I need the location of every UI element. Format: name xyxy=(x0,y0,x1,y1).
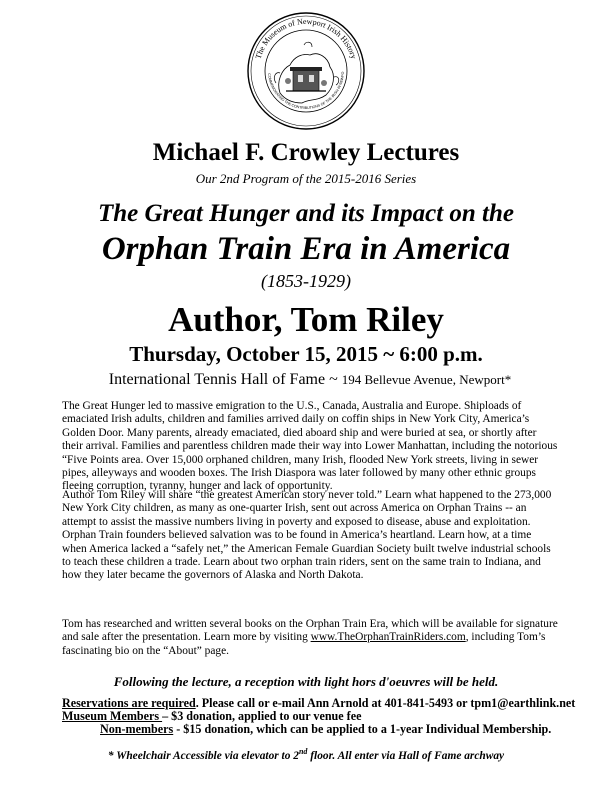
paragraph-line: Tom has researched and written several books on the Orphan Train Era, which will be available for signature xyxy=(62,618,558,630)
access-superscript: nd xyxy=(298,747,308,756)
paragraph-text: , including Tom’s xyxy=(465,631,546,644)
paragraph-line: pipes, alleyways and wooden boxes. The Irish Diaspora was later followed by many other ethnic groups xyxy=(62,467,536,480)
paragraph-line: their arrival. Families and parentless children made their way into Lower Manhattan, including the notorious xyxy=(62,440,558,453)
orphan-train-riders-link[interactable]: www.TheOrphanTrainRiders.com xyxy=(310,631,466,644)
paragraph-line: how they later became the governors of Alaska and North Dakota. xyxy=(62,569,364,582)
paragraph-line: “Five Points area. Over 15,000 orphaned children, many Irish, flooded New York streets, living in sewer xyxy=(62,453,539,466)
accessibility-note xyxy=(0,747,612,762)
body-paragraph-3 xyxy=(62,618,574,658)
body-paragraph-1 xyxy=(62,400,574,494)
paragraph-line: Golden Door. Many parents, already emaciated, died aboard ship and were buried at sea, or shortly after xyxy=(62,426,537,439)
access-text: * Wheelchair Accessible via elevator to 2 xyxy=(107,749,299,762)
reception-note: Following the lecture, a reception with light hors d'oeuvres will be held. xyxy=(113,674,499,689)
paragraph-line: emaciated Irish adults, children and families arrived daily on coffin ships in New York City, America’s xyxy=(62,413,530,426)
paragraph-line: fleeing corruption, tyranny, hunger and lack of opportunity. xyxy=(62,480,333,493)
paragraph-line: New York City children, as many as one-quarter Irish, sent out across America on Orphan Trains -- an xyxy=(62,502,527,515)
lecture-title-line-1: The Great Hunger and its Impact on the xyxy=(97,200,514,227)
paragraph-line: Author Tom Riley will share “the greatest American story never told.” Learn what happened to the 273,000 xyxy=(62,489,552,501)
access-text: floor. All enter via Hall of Fame archway xyxy=(307,749,505,762)
paragraph-line: to teach these children a trade. Learn about two orphan train riders, sent on the same train to Indiana, and xyxy=(62,556,541,569)
event-venue xyxy=(8,371,612,389)
series-title: Michael F. Crowley Lectures xyxy=(152,139,460,166)
nonmembers-label: Non-members xyxy=(100,722,174,736)
svg-text:The Museum of Newport Irish Hi: The Museum of Newport Irish History xyxy=(253,16,359,61)
svg-text:COMMEMORATING THE CONTRIBUTION: COMMEMORATING THE CONTRIBUTIONS OF THE IRISH IN NEWPO xyxy=(267,71,346,111)
paragraph-line: attempt to assist the massive numbers living in poverty and exposed to disease, abuse and exploitation. xyxy=(62,515,531,528)
members-text: – $3 donation, applied to our venue fee xyxy=(162,709,362,723)
venue-name: International Tennis Hall of Fame ~ xyxy=(108,371,342,388)
members-label: Museum Members xyxy=(62,709,163,723)
series-subtitle: Our 2nd Program of the 2015-2016 Series xyxy=(195,171,417,186)
paragraph-text: and sale after the presentation. Learn more by visiting xyxy=(62,631,311,644)
paragraph-line xyxy=(62,631,574,644)
nonmembers-pricing xyxy=(100,723,612,736)
reservations-label: Reservations are required xyxy=(62,696,196,710)
nonmembers-text: - $15 donation, which can be applied to a 1-year Individual Membership. xyxy=(173,722,552,736)
era-years: (1853-1929) xyxy=(261,271,351,291)
paragraph-line: fascinating bio on the “About” page. xyxy=(62,644,230,657)
reservations-contact: . Please call or e-mail Ann Arnold at 401-841-5493 or tpm1@earthlink.net xyxy=(195,696,576,710)
author-name: Author, Tom Riley xyxy=(168,300,444,339)
venue-address: 194 Bellevue Avenue, Newport* xyxy=(341,372,512,387)
paragraph-line: Orphan Train founders believed salvation was to be found in America’s heartland. Learn how, at a time xyxy=(62,529,532,542)
paragraph-line: The Great Hunger led to massive emigration to the U.S., Canada, Australia and Europe. Shiploads of xyxy=(62,400,522,412)
body-paragraph-2 xyxy=(62,489,574,583)
paragraph-line: when America lacked a “safely net,” the American Female Guardian Society built twelve industrial schools xyxy=(62,542,551,555)
lecture-title-line-2: Orphan Train Era in America xyxy=(101,231,511,267)
event-datetime: Thursday, October 15, 2015 ~ 6:00 p.m. xyxy=(129,342,483,366)
museum-seal-logo xyxy=(246,11,366,131)
